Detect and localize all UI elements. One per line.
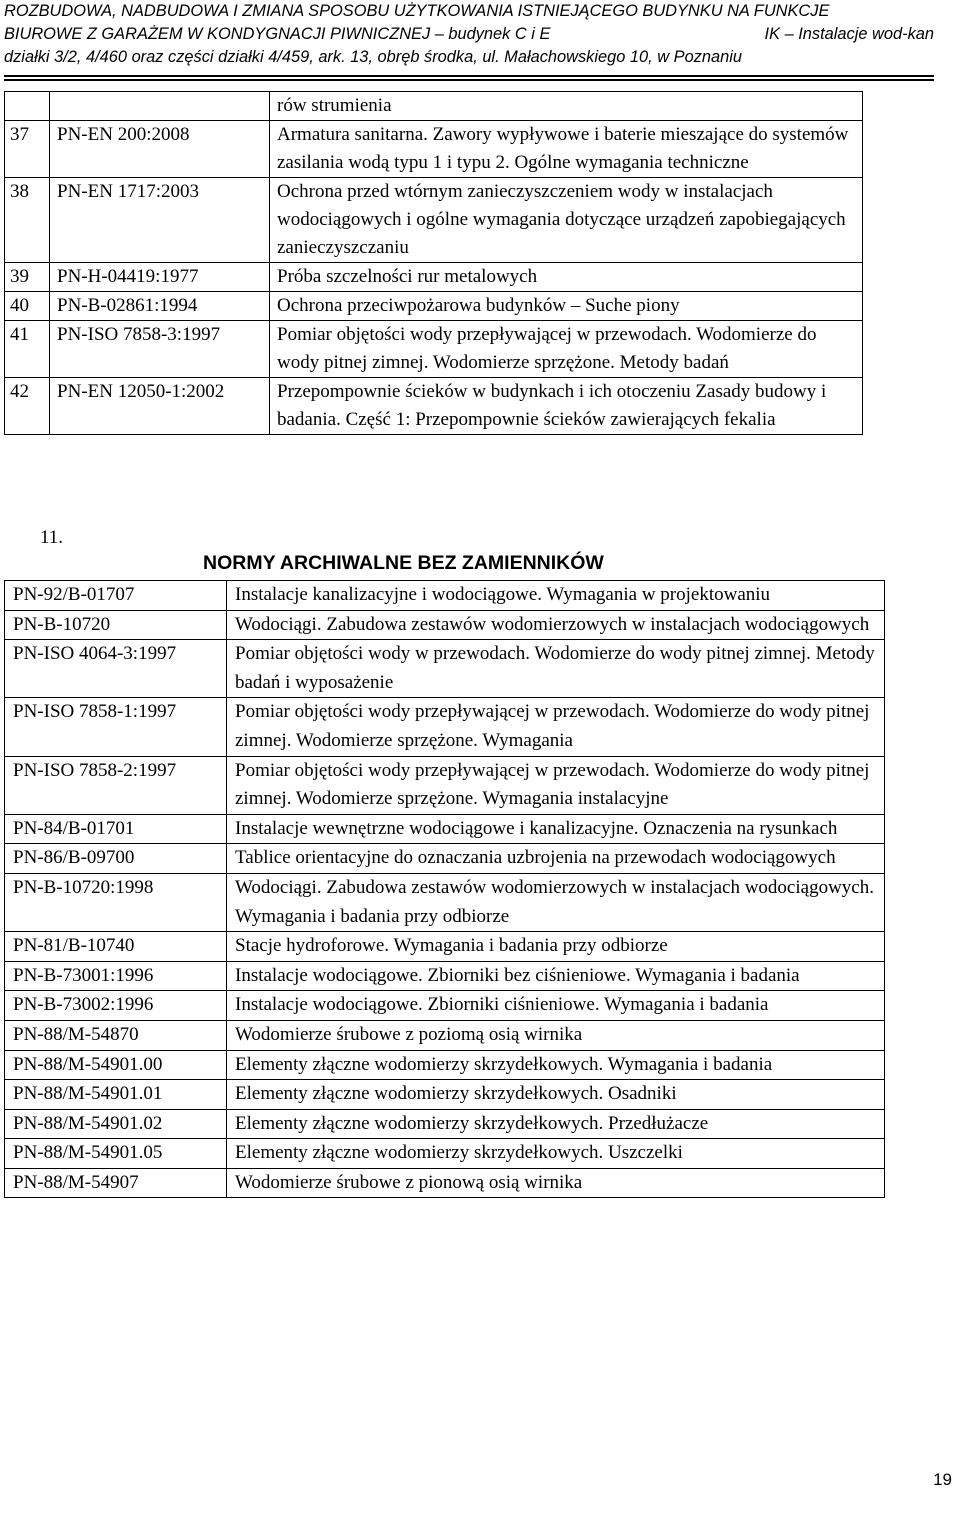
norm-description: Pomiar objętości wody przepływającej w przewodach. Wodomierze do wody pitnej zimnej. Wodomierze sprzężone. Wymagania instalacyjne [227,756,885,814]
norm-code: PN-88/M-54901.00 [5,1050,227,1080]
table-row [5,756,885,814]
table-row [5,844,885,874]
norm-code: PN-88/M-54901.02 [5,1109,227,1139]
norm-description: Wodociągi. Zabudowa zestawów wodomierzowych w instalacjach wodociągowych. Wymagania i badania przy odbiorze [227,873,885,931]
table-row [5,991,885,1021]
table-row [5,92,863,121]
norm-code: PN-84/B-01701 [5,814,227,844]
norm-code: PN-ISO 4064-3:1997 [5,640,227,698]
norm-description: Tablice orientacyjne do oznaczania uzbrojenia na przewodach wodociągowych [227,844,885,874]
norm-number: 41 [5,321,50,378]
page-number: 19 [933,1470,952,1489]
norm-code: PN-B-73001:1996 [5,961,227,991]
norm-code: PN-ISO 7858-3:1997 [50,321,270,378]
norm-code: PN-88/M-54901.05 [5,1139,227,1169]
norm-code: PN-B-10720 [5,610,227,640]
table-row [5,581,885,611]
norm-code: PN-EN 12050-1:2002 [50,378,270,435]
norm-number: 42 [5,378,50,435]
norm-number: 38 [5,178,50,263]
header-line-3 [4,46,934,69]
archive-norms-table [4,580,885,1198]
norm-number [5,92,50,121]
norms-table [4,91,863,435]
header-line-2 [4,23,934,46]
header-line-1 [4,0,934,23]
table-row [5,640,885,698]
table-row [5,873,885,931]
header-project-title: ROZBUDOWA, NADBUDOWA I ZMIANA SPOSOBU UŻYTKOWANIA ISTNIEJĄCEGO BUDYNKU NA FUNKCJE [4,2,830,20]
norm-description: Stacje hydroforowe. Wymagania i badania przy odbiorze [227,932,885,962]
norm-description: Instalacje wodociągowe. Zbiorniki ciśnieniowe. Wymagania i badania [227,991,885,1021]
norm-code: PN-B-10720:1998 [5,873,227,931]
norm-description: Próba szczelności rur metalowych [270,263,863,292]
norm-number: 40 [5,292,50,321]
norm-code: PN-H-04419:1977 [50,263,270,292]
norm-number: 37 [5,121,50,178]
norm-description: Wodociągi. Zabudowa zestawów wodomierzowych w instalacjach wodociągowych [227,610,885,640]
table-row [5,1080,885,1110]
section-number: 11. [40,527,64,548]
norm-description: Instalacje wodociągowe. Zbiorniki bez ciśnieniowe. Wymagania i badania [227,961,885,991]
table-row [5,814,885,844]
table-row [5,321,863,378]
section-title: NORMY ARCHIWALNE BEZ ZAMIENNIKÓW [203,552,604,574]
norm-description: Elementy złączne wodomierzy skrzydełkowych. Wymagania i badania [227,1050,885,1080]
table-row [5,1139,885,1169]
header-discipline: IK – Instalacje wod-kan [764,25,934,43]
table-row [5,610,885,640]
norm-code [50,92,270,121]
norm-code: PN-EN 200:2008 [50,121,270,178]
norm-description: Pomiar objętości wody przepływającej w przewodach. Wodomierze do wody pitnej zimnej. Wodomierze sprzężone. Metody badań [270,321,863,378]
table-row [5,178,863,263]
norm-description: Instalacje wewnętrzne wodociągowe i kanalizacyjne. Oznaczenia na rysunkach [227,814,885,844]
norm-description: Armatura sanitarna. Zawory wypływowe i baterie mieszające do systemów zasilania wodą typu 1 i typu 2. Ogólne wymagania techniczne [270,121,863,178]
table-row [5,961,885,991]
header-rule [4,75,934,77]
document-header [4,0,934,81]
norm-description: Ochrona przeciwpożarowa budynków – Suche piony [270,292,863,321]
header-location: działki 3/2, 4/460 oraz części działki 4/459, ark. 13, obręb środka, ul. Małachowskiego 10, w Poznaniu [4,48,742,66]
header-project-subtitle: BIUROWE Z GARAŻEM W KONDYGNACJI PIWNICZNEJ – budynek C i E [4,25,551,43]
table-row [5,121,863,178]
norm-number: 39 [5,263,50,292]
norm-code: PN-B-02861:1994 [50,292,270,321]
norm-code: PN-ISO 7858-2:1997 [5,756,227,814]
norm-code: PN-B-73002:1996 [5,991,227,1021]
table-row [5,932,885,962]
norm-code: PN-88/M-54901.01 [5,1080,227,1110]
norm-description: Pomiar objętości wody w przewodach. Wodomierze do wody pitnej zimnej. Metody badań i wyposażenie [227,640,885,698]
norm-code: PN-ISO 7858-1:1997 [5,698,227,756]
norm-code: PN-88/M-54907 [5,1168,227,1198]
norm-description: Instalacje kanalizacyjne i wodociągowe. Wymagania w projektowaniu [227,581,885,611]
table-row [5,1050,885,1080]
norm-code: PN-88/M-54870 [5,1020,227,1050]
table-row [5,698,885,756]
table-row [5,1168,885,1198]
norm-description: Elementy złączne wodomierzy skrzydełkowych. Przedłużacze [227,1109,885,1139]
norm-description: Wodomierze śrubowe z pionową osią wirnika [227,1168,885,1198]
header-rule-thin [4,79,934,80]
table-row [5,378,863,435]
table-row [5,292,863,321]
norm-description: Elementy złączne wodomierzy skrzydełkowych. Uszczelki [227,1139,885,1169]
table-row [5,263,863,292]
norm-code: PN-92/B-01707 [5,581,227,611]
norm-description: Elementy złączne wodomierzy skrzydełkowych. Osadniki [227,1080,885,1110]
norm-description: rów strumienia [270,92,863,121]
norm-description: Przepompownie ścieków w budynkach i ich otoczeniu Zasady budowy i badania. Część 1: Przepompownie ścieków zawierających fekalia [270,378,863,435]
norm-code: PN-EN 1717:2003 [50,178,270,263]
norm-code: PN-86/B-09700 [5,844,227,874]
norm-code: PN-81/B-10740 [5,932,227,962]
norm-description: Ochrona przed wtórnym zanieczyszczeniem wody w instalacjach wodociągowych i ogólne wymagania dotyczące urządzeń zapobiegających zanieczyszczaniu [270,178,863,263]
table-row [5,1109,885,1139]
table-row [5,1020,885,1050]
norm-description: Pomiar objętości wody przepływającej w przewodach. Wodomierze do wody pitnej zimnej. Wodomierze sprzężone. Wymagania [227,698,885,756]
norm-description: Wodomierze śrubowe z poziomą osią wirnika [227,1020,885,1050]
